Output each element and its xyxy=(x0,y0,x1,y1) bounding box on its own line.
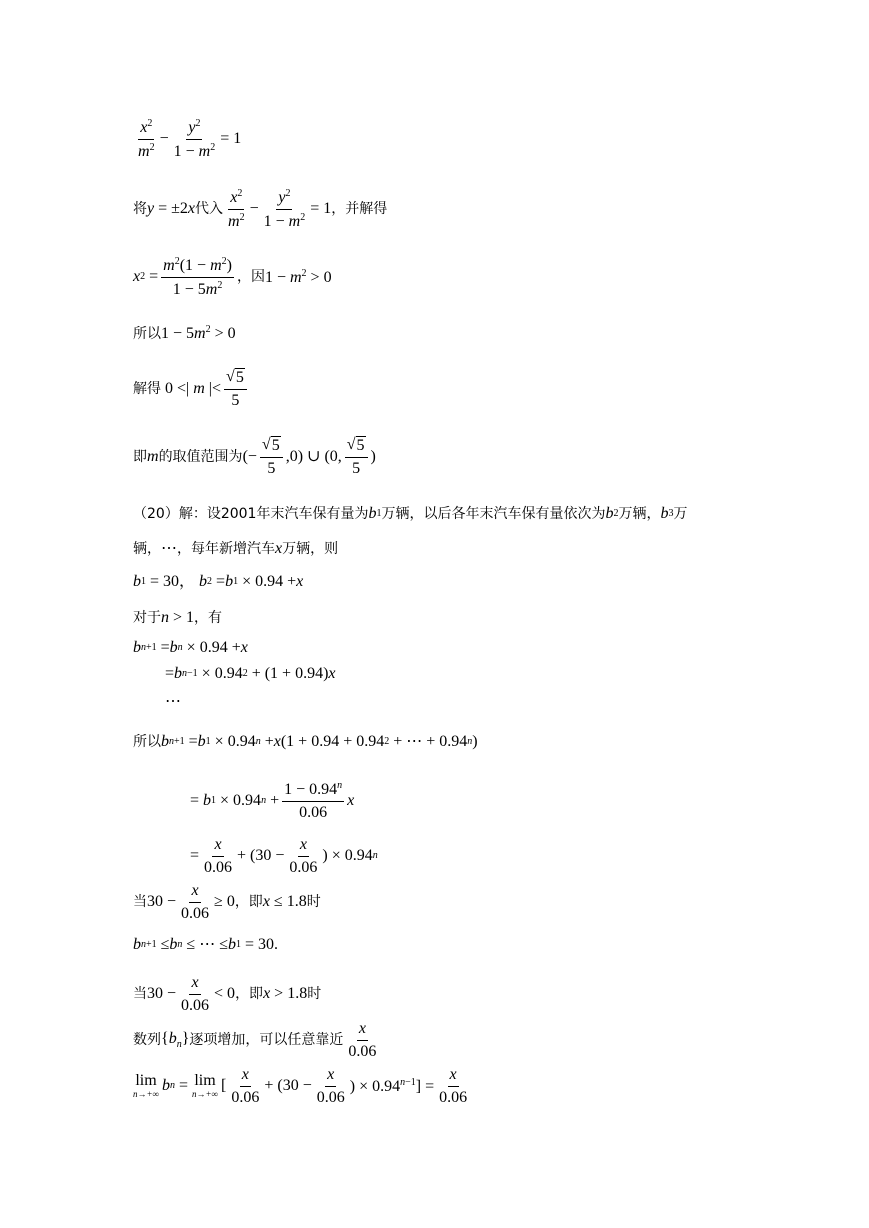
sum-closed-form: = b 1 × 0.94 n + $\frac{1 - 0.94^n}{0.06}$ x xyxy=(190,780,355,821)
case-1-result: b n+1 ≤ b n ≤ ⋯ ≤ b 1 = 30. xyxy=(133,936,279,953)
substitution-line: 将 y = ±2 x 代入 $\frac{x^2}{m^2}$ − $\frac{y^2}{1 - m^2}$ = 1 ，并解得 xyxy=(133,188,388,230)
initial-values: b 1 = 30， b 2 = b 1 × 0.94 + x xyxy=(133,573,304,590)
sum-line: 所以 b n+1 = b 1 × 0.94 n + x (1 + 0.94 + 0.94 2 + ⋯ + 0.94 n ) xyxy=(133,733,478,750)
inequality-line: 所以 $1 - 5m^2 > 0$ xyxy=(133,324,236,342)
recurrence-line-2: = b n−1 × 0.94 2 + (1 + 0.94) x xyxy=(165,665,336,682)
for-n-line: 对于 n > 1 ，有 xyxy=(133,609,223,626)
m-range-line: 即 m 的取值范围为 (− √ 5 5 ,0) ∪ (0, √ 5 5 ) xyxy=(133,436,376,477)
x-squared-solution: x 2 = $\frac{m^2(1 - m^2)}{1 - 5m^2}$ ，因 $1 - m^2 > 0$ xyxy=(133,256,332,298)
m-bound-line: 解得 0 <| m |< √ 5 5 xyxy=(133,368,250,409)
problem-20-intro: （20）解：设 2001 年末汽车保有量为 b 1 万辆，以后各年末汽车保有量依次为 b 2 万辆， b 3 万 xyxy=(133,505,688,522)
ellipsis-line: ⋯ xyxy=(165,693,181,710)
limit-line: lim n→+∞ b n = lim n→+∞ [ $\frac{x}{0.06}$ + (30 − $\frac{x}{0.06}$ ) × $0.94^{n-1}$] = $\frac{x}{0.06}$ xyxy=(133,1066,468,1106)
recurrence-line-1: b n+1 = b n × 0.94 + x xyxy=(133,639,248,656)
simplified-form: = $\frac{x}{0.06}$ + (30 − $\frac{x}{0.06}$ ) × 0.94 n xyxy=(190,836,378,876)
case-2-line: 当 30 − $\frac{x}{0.06}$ < 0 ，即 x > 1.8 时 xyxy=(133,974,322,1014)
case-1-line: 当 30 − $\frac{x}{0.06}$ ≥ 0 ，即 x ≤ 1.8 时 xyxy=(133,882,321,922)
problem-20-intro-cont: 辆， ⋯ ，每年新增汽车 x 万辆，则 xyxy=(133,540,339,557)
hyperbola-equation: $\frac{x^2}{m^2}$ − $\frac{y^2}{1 - m^2}$ = 1 xyxy=(138,118,242,160)
case-2-sequence: 数列 $\{b_n\}$ 逐项增加，可以任意靠近 $\frac{x}{0.06}$ xyxy=(133,1020,377,1060)
